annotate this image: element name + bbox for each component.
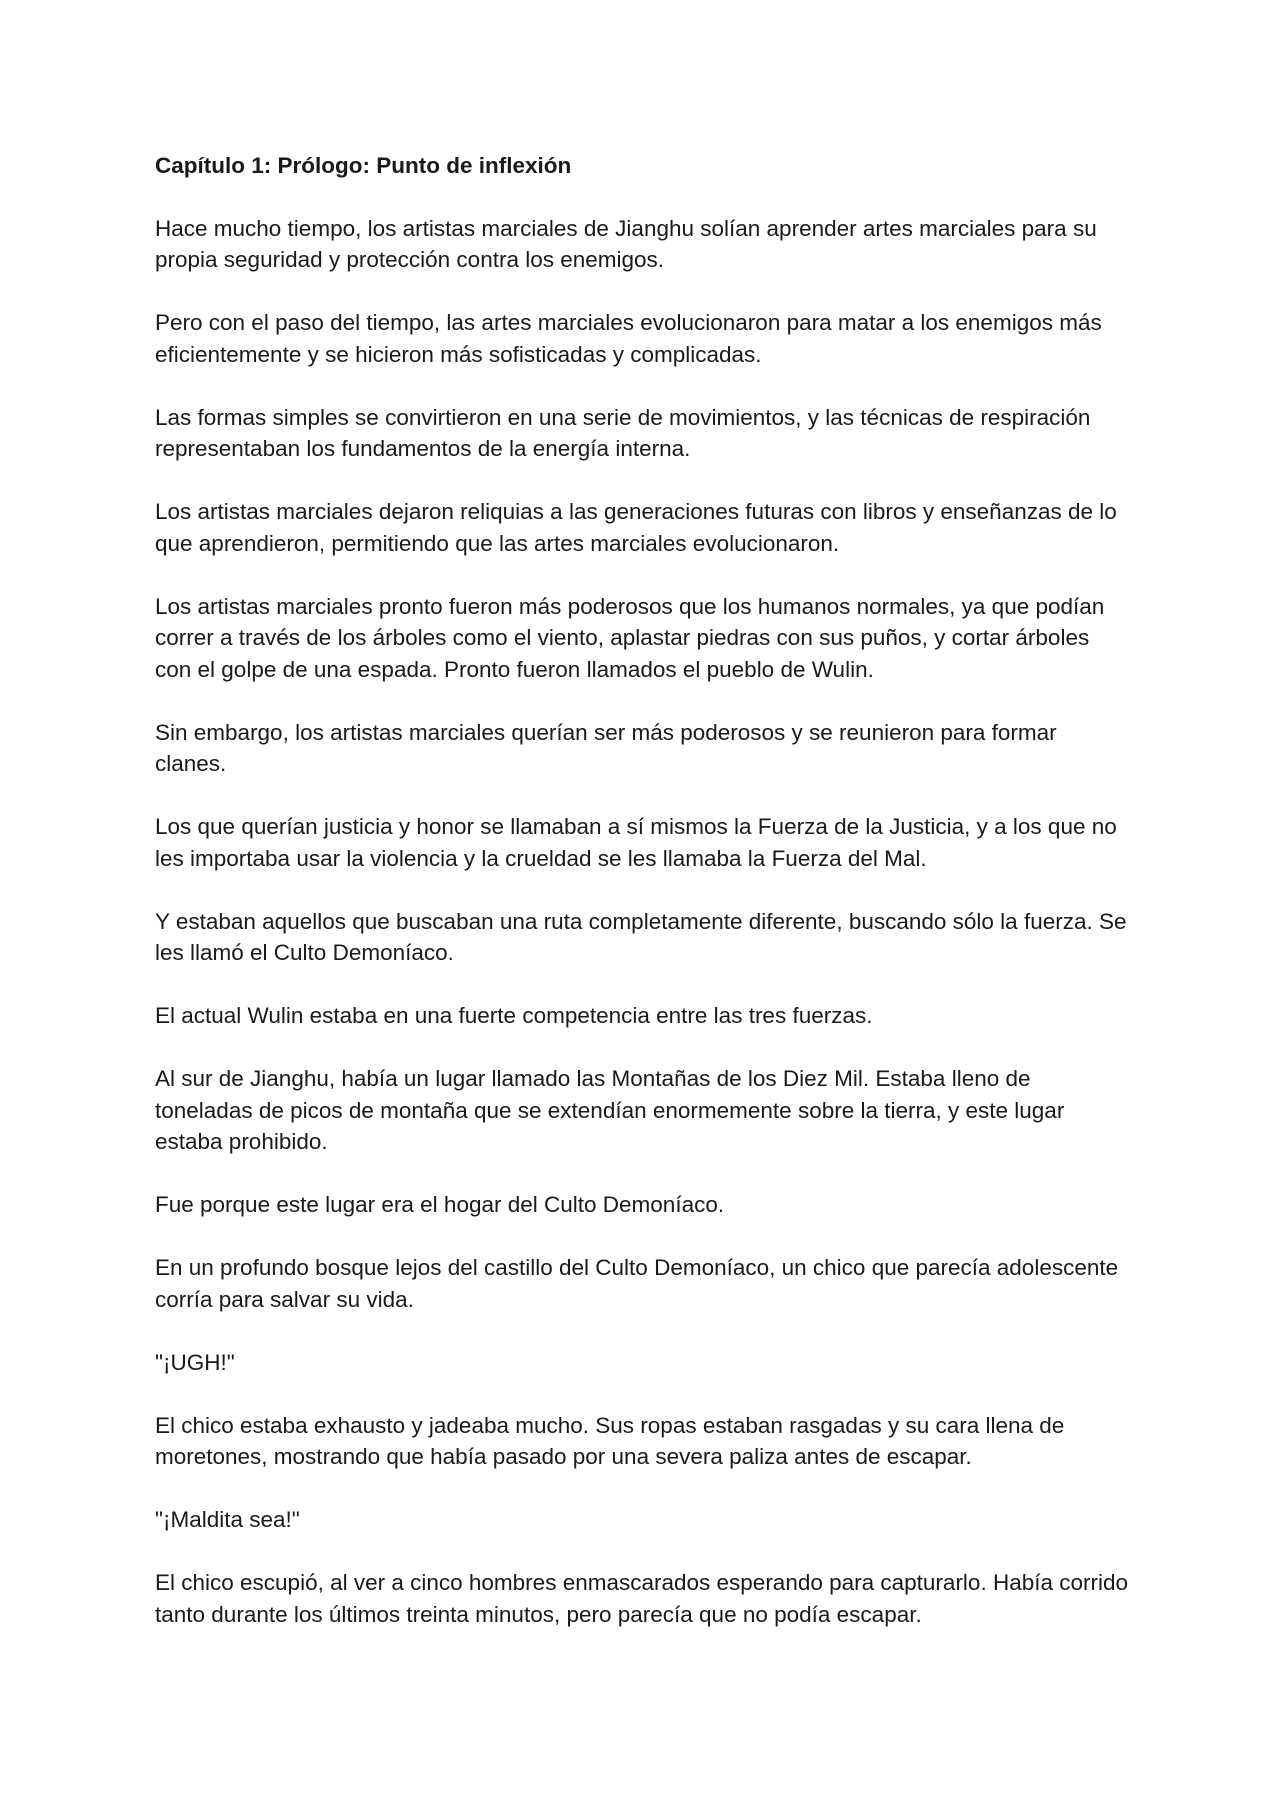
dialogue-paragraph: "¡Maldita sea!" <box>155 1507 300 1532</box>
paragraph: Las formas simples se convirtieron en una serie de movimientos, y las técnicas de respiración representaban los fundamentos de la energía interna. <box>155 404 1091 461</box>
paragraph: Los que querían justicia y honor se llamaban a sí mismos la Fuerza de la Justicia, y a los que no les importaba usar la violencia y la crueldad se les llamaba la Fuerza del Mal. <box>155 814 1117 871</box>
paragraph: El chico estaba exhausto y jadeaba mucho. Sus ropas estaban rasgadas y su cara llena de moretones, mostrando que había pasado por una severa paliza antes de escapar. <box>155 1412 1065 1469</box>
paragraph: Los artistas marciales pronto fueron más poderosos que los humanos normales, ya que podían correr a través de los árboles como el viento, aplastar piedras con sus puños, y cortar árboles con el golpe de una espada. Pronto fueron llamados el pueblo de Wulin. <box>155 593 1105 682</box>
paragraph: Pero con el paso del tiempo, las artes marciales evolucionaron para matar a los enemigos más eficientemente y se hicieron más sofisticadas y complicadas. <box>155 310 1102 367</box>
paragraph: Hace mucho tiempo, los artistas marciales de Jianghu solían aprender artes marciales para su propia seguridad y protección contra los enemigos. <box>155 215 1097 272</box>
document-body <box>155 150 1130 1662</box>
dialogue-paragraph: "¡UGH!" <box>155 1349 235 1375</box>
paragraph: El actual Wulin estaba en una fuerte competencia entre las tres fuerzas. <box>155 1003 873 1028</box>
paragraph: Fue porque este lugar era el hogar del Culto Demoníaco. <box>155 1192 725 1217</box>
chapter-title: Capítulo 1: Prólogo: Punto de inflexión <box>155 153 572 178</box>
paragraph: Sin embargo, los artistas marciales querían ser más poderosos y se reunieron para formar clanes. <box>155 719 1057 776</box>
paragraph: Los artistas marciales dejaron reliquias a las generaciones futuras con libros y enseñanzas de lo que aprendieron, permitiendo que las artes marciales evolucionaron. <box>155 499 1117 556</box>
paragraph: En un profundo bosque lejos del castillo del Culto Demoníaco, un chico que parecía adolescente corría para salvar su vida. <box>155 1255 1119 1312</box>
paragraph: Y estaban aquellos que buscaban una ruta completamente diferente, buscando sólo la fuerza. Se les llamó el Culto Demoníaco. <box>155 908 1127 965</box>
paragraph: Al sur de Jianghu, había un lugar llamado las Montañas de los Diez Mil. Estaba lleno de toneladas de picos de montaña que se extendían enormemente sobre la tierra, y este lugar estaba prohibido. <box>155 1066 1065 1154</box>
paragraph: El chico escupió, al ver a cinco hombres enmascarados esperando para capturarlo. Había corrido tanto durante los últimos treinta minutos, pero parecía que no podía escapar. <box>155 1570 1129 1627</box>
